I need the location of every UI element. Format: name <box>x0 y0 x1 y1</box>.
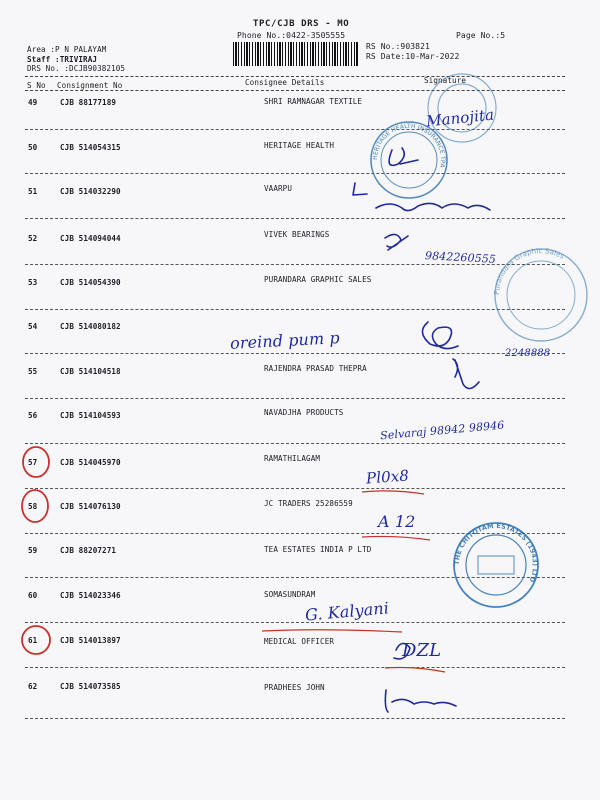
row-consignment: CJB 514104593 <box>60 411 121 420</box>
red-underline-58 <box>362 536 430 540</box>
handwriting-row54-name: oreind pum p <box>229 328 341 353</box>
row-consignee: NAVADJHA PRODUCTS <box>264 408 344 417</box>
signature-pradhees <box>385 690 456 712</box>
row-sno: 56 <box>28 411 38 420</box>
stamp-heritage-text: HERITAGE HEALTH INSURANCE TPA <box>371 122 447 169</box>
handwriting-row57: Pl0x8 <box>365 466 410 488</box>
handwriting-row49: Manojita <box>425 105 495 131</box>
svg-text:THE CHITOTAM ESTATES (1943) LT <box>453 522 539 584</box>
col-header-details: Consignee Details <box>245 78 325 87</box>
row-consignee: VAARPU <box>264 184 293 193</box>
svg-text:Purandara Graphic Sales <box>493 247 566 295</box>
row-sno: 58 <box>28 502 38 511</box>
col-header-sno: S No <box>27 81 46 90</box>
drs-number: DRS No. :DCJB90382105 <box>27 64 126 73</box>
row-consignee: TEA ESTATES INDIA P LTD <box>264 545 372 554</box>
signature-heritage <box>389 148 418 165</box>
row-sno: 60 <box>28 591 38 600</box>
red-underline-60 <box>262 630 402 632</box>
row-sno: 57 <box>28 458 38 467</box>
red-circle-57 <box>23 447 49 477</box>
row-consignment: CJB 514076130 <box>60 502 121 511</box>
row-sno: 61 <box>28 636 38 645</box>
col-header-consignment: Consignment No <box>57 81 123 90</box>
row-sno: 50 <box>28 143 38 152</box>
signature-row54 <box>422 322 458 349</box>
row-sno: 55 <box>28 367 38 376</box>
red-circle-58 <box>22 490 48 522</box>
document-title: TPC/CJB DRS - MO <box>253 19 350 29</box>
rs-date: RS Date:10-Mar-2022 <box>366 52 460 61</box>
row-sno: 51 <box>28 187 38 196</box>
row-consignment: CJB 514104518 <box>60 367 121 376</box>
row-sno: 49 <box>28 98 38 107</box>
row-sno: 53 <box>28 278 38 287</box>
row-consignee: SHRI RAMNAGAR TEXTILE <box>264 97 363 106</box>
col-header-signature: Signature <box>424 76 467 85</box>
handwriting-row61: DZL <box>402 640 442 661</box>
row-consignee: JC TRADERS 25286559 <box>264 499 353 508</box>
row-consignee: PURANDARA GRAPHIC SALES <box>264 275 372 284</box>
row-consignment: CJB 88177189 <box>60 98 117 107</box>
row-sno: 52 <box>28 234 38 243</box>
area-label: Area :P N PALAYAM <box>27 45 107 54</box>
red-underline-61 <box>385 668 445 673</box>
handwriting-row60: G. Kalyani <box>304 598 390 625</box>
handwriting-row54-number: 2248888 <box>505 348 551 359</box>
row-consignment: CJB 514045970 <box>60 458 121 467</box>
handwriting-row58: A 12 <box>378 512 416 531</box>
stamp-heritage <box>371 122 447 198</box>
row-consignment: CJB 514073585 <box>60 682 121 691</box>
row-consignee: RAMATHILAGAM <box>264 454 321 463</box>
row-sno: 59 <box>28 546 38 555</box>
row-consignment: CJB 514080182 <box>60 322 121 331</box>
rs-number: RS No.:903821 <box>366 42 430 51</box>
handwriting-row52: 9842260555 <box>424 249 497 266</box>
red-circle-61 <box>22 626 50 654</box>
row-consignee: MEDICAL OFFICER <box>264 637 335 646</box>
row-consignee: RAJENDRA PRASAD THEPRA <box>264 364 367 373</box>
row-consignment: CJB 514054315 <box>60 143 121 152</box>
row-consignee: SOMASUNDRAM <box>264 590 316 599</box>
signature-rajendra <box>453 359 479 389</box>
row-consignment: CJB 514013897 <box>60 636 121 645</box>
row-consignee: PRADHEES JOHN <box>264 683 325 692</box>
stamp-purandara <box>493 247 587 341</box>
row-consignment: CJB 514094044 <box>60 234 121 243</box>
row-consignee: VIVEK BEARINGS <box>264 230 330 239</box>
stamp-tea-estate-text: THE CHITOTAM ESTATES (1943) LTD <box>452 521 540 584</box>
phone-number: Phone No.:0422-3505555 <box>237 31 346 40</box>
row-consignee: HERITAGE HEALTH <box>264 141 335 150</box>
row-sno: 54 <box>28 322 38 331</box>
staff-label: Staff :TRIVIRAJ <box>27 55 98 64</box>
stamp-purandara-text: Purandara Graphic Sales <box>492 246 566 296</box>
red-underline-57 <box>362 491 424 494</box>
page-number: Page No.:5 <box>456 31 506 40</box>
row-sno: 62 <box>28 682 38 691</box>
signature-vivek <box>385 234 408 250</box>
signature-vaarpu <box>353 183 490 211</box>
handwriting-row56: Selvaraj 98942 98946 <box>379 418 505 443</box>
row-consignment: CJB 514054390 <box>60 278 121 287</box>
row-consignment: CJB 514023346 <box>60 591 121 600</box>
row-consignment: CJB 514032290 <box>60 187 121 196</box>
stamp-tea-estate <box>453 522 539 607</box>
row-consignment: CJB 88207271 <box>60 546 117 555</box>
